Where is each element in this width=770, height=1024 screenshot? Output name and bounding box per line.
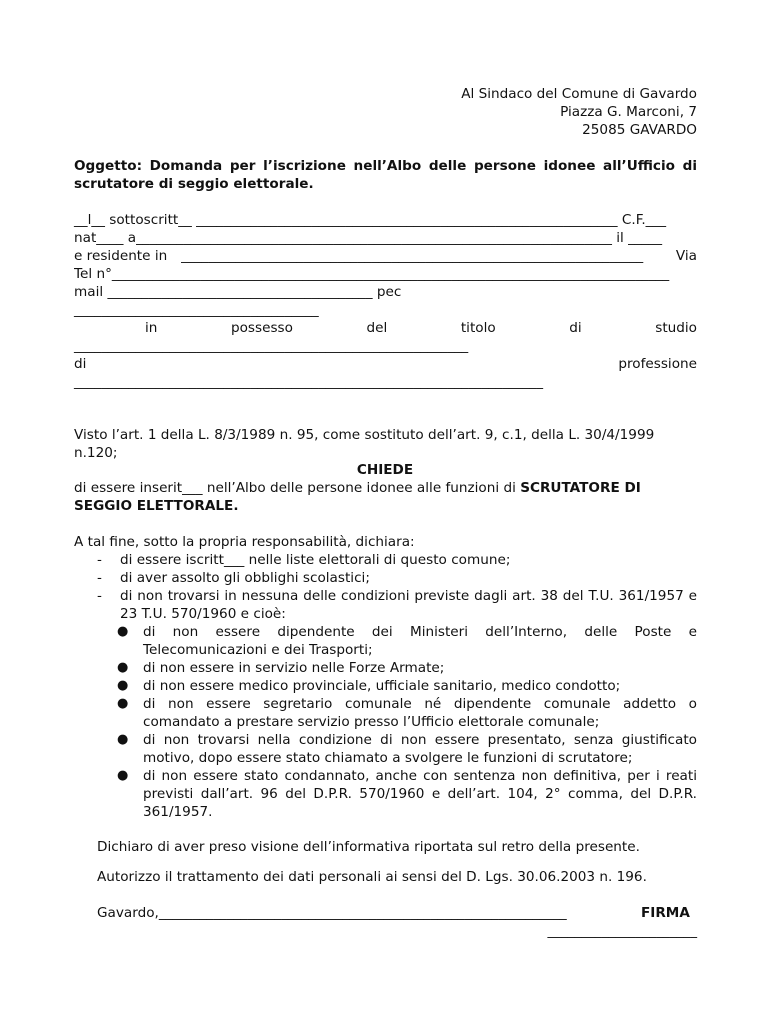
form-line-professione: [74, 355, 697, 373]
visto-paragraph: Visto l’art. 1 della L. 8/3/1989 n. 95, come sostituto dell’art. 9, c.1, della L. 30/4/1999 n.120;: [74, 427, 655, 461]
bullet-icon: ●: [117, 696, 129, 711]
form-line-studio-blank: __________________________________________________________: [74, 338, 469, 354]
form-line-mail: mail _______________________________________ pec: [74, 284, 402, 300]
word-di: di: [569, 320, 582, 336]
dash-marker: -: [97, 552, 102, 568]
subject-heading: Oggetto: Domanda per l’iscrizione nell’Albo delle persone idonee all’Ufficio di scrutatore di seggio elettorale.: [74, 158, 697, 192]
request-paragraph: [74, 479, 697, 515]
place-date-line: Gavardo,____________________________________________________________: [97, 905, 567, 921]
request-role: SCRUTATORE DI SEGGIO ELETTORALE.: [74, 480, 641, 514]
bullet-item-1: di non essere dipendente dei Ministeri dell’Interno, delle Poste e Telecomunicazioni e dei Trasporti;: [143, 624, 697, 658]
privacy-note: Dichiaro di aver preso visione dell’informativa riportata sul retro della presente.: [97, 839, 640, 855]
dash-marker: -: [97, 570, 102, 586]
form-line-tel: Tel n°__________________________________________________________________________________: [74, 266, 670, 282]
word-titolo: titolo: [460, 320, 496, 336]
bullet-item-6: di non essere stato condannato, anche con sentenza non definitiva, per i reati previsti dall’art. 96 del D.P.R. 570/1960 e dell’art. 104, 2° comma, del D.P.R. 361/1957.: [143, 768, 697, 820]
word-possesso: possesso: [230, 320, 293, 336]
bullet-item-2: di non essere in servizio nelle Forze Armate;: [143, 660, 445, 676]
request-text: di essere inserit___ nell’Albo delle persone idonee alle funzioni di: [74, 480, 521, 496]
bullet-icon: ●: [117, 660, 129, 675]
dash-marker: -: [97, 588, 102, 604]
bullet-item-3: di non essere medico provinciale, ufficiale sanitario, medico condotto;: [143, 678, 621, 694]
firma-label: FIRMA: [641, 905, 690, 921]
form-line-residence-label: e residente in: [74, 248, 168, 264]
word-studio: studio: [655, 320, 697, 336]
chiede-heading: CHIEDE: [356, 462, 414, 478]
dash-item-1: di essere iscritt___ nelle liste elettorali di questo comune;: [120, 552, 511, 568]
form-line-residence-blank: ____________________________________________________________________: [181, 248, 644, 264]
recipient-line-1: Al Sindaco del Comune di Gavardo: [461, 86, 697, 102]
consent-text: Autorizzo il trattamento dei dati personali ai sensi del D. Lgs. 30.06.2003 n. 196.: [97, 869, 647, 885]
form-line-titolo: [74, 319, 697, 337]
bullet-icon: ●: [117, 768, 129, 783]
dash-item-2: di aver assolto gli obblighi scolastici;: [120, 570, 370, 586]
dash-item-3: di non trovarsi in nessuna delle condizioni previste dagli art. 38 del T.U. 361/1957 e 23 T.U. 570/1960 e cioè:: [120, 588, 697, 622]
bullet-icon: ●: [117, 624, 129, 639]
form-line-name: __l__ sottoscritt__ ______________________________________________________________ C.F.___: [74, 212, 667, 228]
word-professione: professione: [618, 356, 697, 372]
signature-line: ______________________: [547, 923, 697, 939]
word-di-prof: di: [74, 356, 87, 372]
bullet-icon: ●: [117, 732, 129, 747]
recipient-line-3: 25085 GAVARDO: [582, 122, 697, 138]
form-line-pec-blank: ____________________________________: [74, 302, 319, 318]
declaration-intro: A tal fine, sotto la propria responsabilità, dichiara:: [74, 534, 415, 550]
bullet-item-5: di non trovarsi nella condizione di non essere presentato, senza giustificato motivo, dopo essere stato chiamato a svolgere le funzioni di scrutatore;: [143, 732, 697, 766]
recipient-line-2: Piazza G. Marconi, 7: [560, 104, 697, 120]
bullet-item-4: di non essere segretario comunale né dipendente comunale addetto o comandato a prestare servizio presso l’Ufficio elettorale comunale;: [143, 696, 697, 730]
word-del: del: [366, 320, 388, 336]
bullet-icon: ●: [117, 678, 129, 693]
form-line-professione-blank: _____________________________________________________________________: [74, 374, 543, 390]
word-in: in: [145, 320, 158, 336]
form-line-birth: nat____ a______________________________________________________________________ il _____: [74, 230, 663, 246]
form-line-via: Via: [675, 248, 697, 264]
